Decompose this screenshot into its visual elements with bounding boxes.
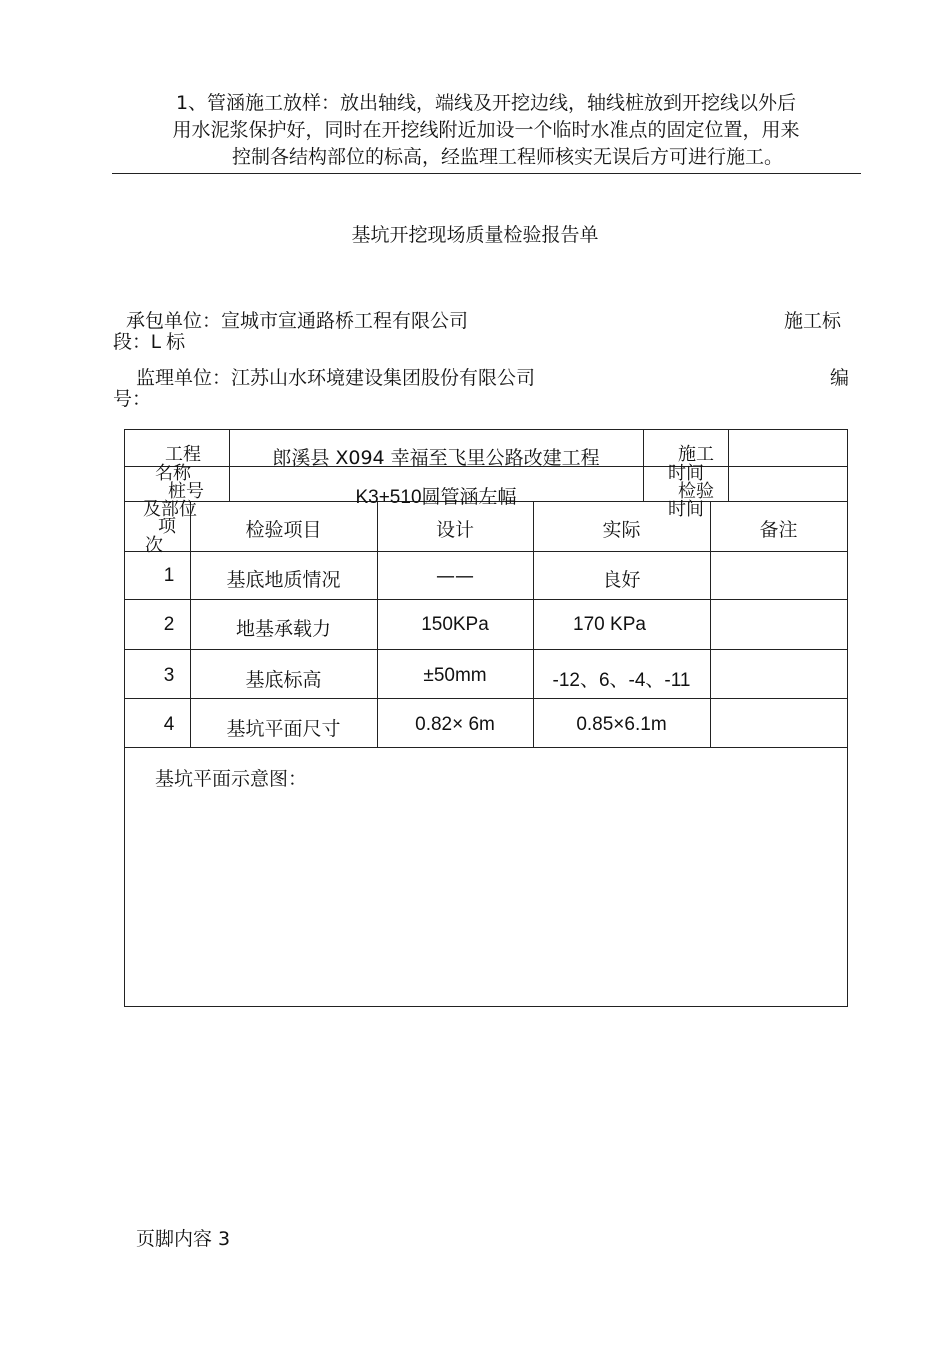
station-label-b: 及部位 (143, 499, 197, 520)
project-name: 郎溪县 X094 幸福至飞里公路改建工程 (272, 447, 600, 469)
row-index: 4 (163, 714, 175, 735)
section-label-cont: 段： (113, 331, 152, 353)
row-index: 2 (163, 614, 175, 635)
project-name-label-b: 名称 (155, 463, 191, 484)
number-label-cont: 号： (113, 388, 152, 410)
row-actual: 良好 (602, 569, 641, 591)
section-label: 施工标 (784, 310, 842, 332)
row-line-5 (125, 649, 847, 650)
number-label: 编 (830, 367, 850, 389)
row-design: —— (436, 565, 474, 587)
intro-paragraph (112, 90, 860, 171)
row-actual: 170 KPa (573, 614, 646, 635)
supervisor-line (136, 367, 535, 389)
row-actual: 0.85×6.1m (576, 714, 667, 735)
header-item: 检验项目 (245, 519, 322, 541)
header-actual: 实际 (602, 519, 641, 541)
inspection-time-label-b: 时间 (668, 499, 704, 520)
construction-time-label-a: 施工 (678, 444, 714, 465)
header-index-b: 次 (145, 535, 163, 556)
row-line-6 (125, 698, 847, 699)
col-line-h2 (643, 430, 644, 501)
header-design: 设计 (435, 519, 474, 541)
intro-line-3: 控制各结构部位的标高，经监理工程师核实无误后方可进行施工。 (232, 146, 784, 168)
row-index: 1 (163, 565, 175, 586)
station-label-a: 桩号 (168, 481, 204, 502)
row-item: 基底标高 (245, 669, 322, 691)
project-name-label-a: 工程 (165, 444, 201, 465)
supervisor-label: 监理单位： (136, 367, 232, 389)
col-line-h3 (728, 430, 729, 501)
supervisor-value: 江苏山水环境建设集团股份有限公司 (231, 367, 536, 389)
intro-line-2: 用水泥浆保护好，同时在开挖线附近加设一个临时水准点的固定位置，用来 (172, 119, 800, 141)
row-line-4 (125, 599, 847, 600)
row-design: ±50mm (423, 665, 487, 686)
report-title: 基坑开挖现场质量检验报告单 (351, 224, 599, 246)
row-index: 3 (163, 665, 175, 686)
contractor-label: 承包单位： (126, 310, 222, 332)
header-remark: 备注 (759, 519, 798, 541)
station-value: K3+510圆管涵左幅 (355, 487, 517, 508)
row-item: 基底地质情况 (226, 569, 341, 591)
construction-time-label-b: 时间 (668, 463, 704, 484)
row-design: 150KPa (421, 614, 489, 635)
row-item: 地基承载力 (235, 618, 331, 640)
row-line-7 (125, 747, 847, 748)
header-index-a: 项 (158, 516, 176, 537)
row-item: 基坑平面尺寸 (226, 718, 341, 740)
contractor-line (126, 310, 468, 332)
intro-line-1: 1、管涵施工放样：放出轴线，端线及开挖边线，轴线桩放到开挖线以外后 (175, 92, 797, 114)
section-value: L 标 (151, 332, 186, 353)
sketch-label: 基坑平面示意图： (155, 768, 308, 790)
inspection-time-label-a: 检验 (678, 481, 714, 502)
contractor-value: 宣城市宣通路桥工程有限公司 (221, 310, 469, 332)
row-actual: -12、6、-4、-11 (552, 670, 691, 691)
inspection-table (124, 429, 848, 1007)
header-rule (112, 173, 861, 174)
row-design: 0.82× 6m (415, 714, 495, 735)
page-footer: 页脚内容 3 (136, 1228, 231, 1250)
section-line (113, 331, 185, 354)
row-line-3 (125, 551, 847, 552)
